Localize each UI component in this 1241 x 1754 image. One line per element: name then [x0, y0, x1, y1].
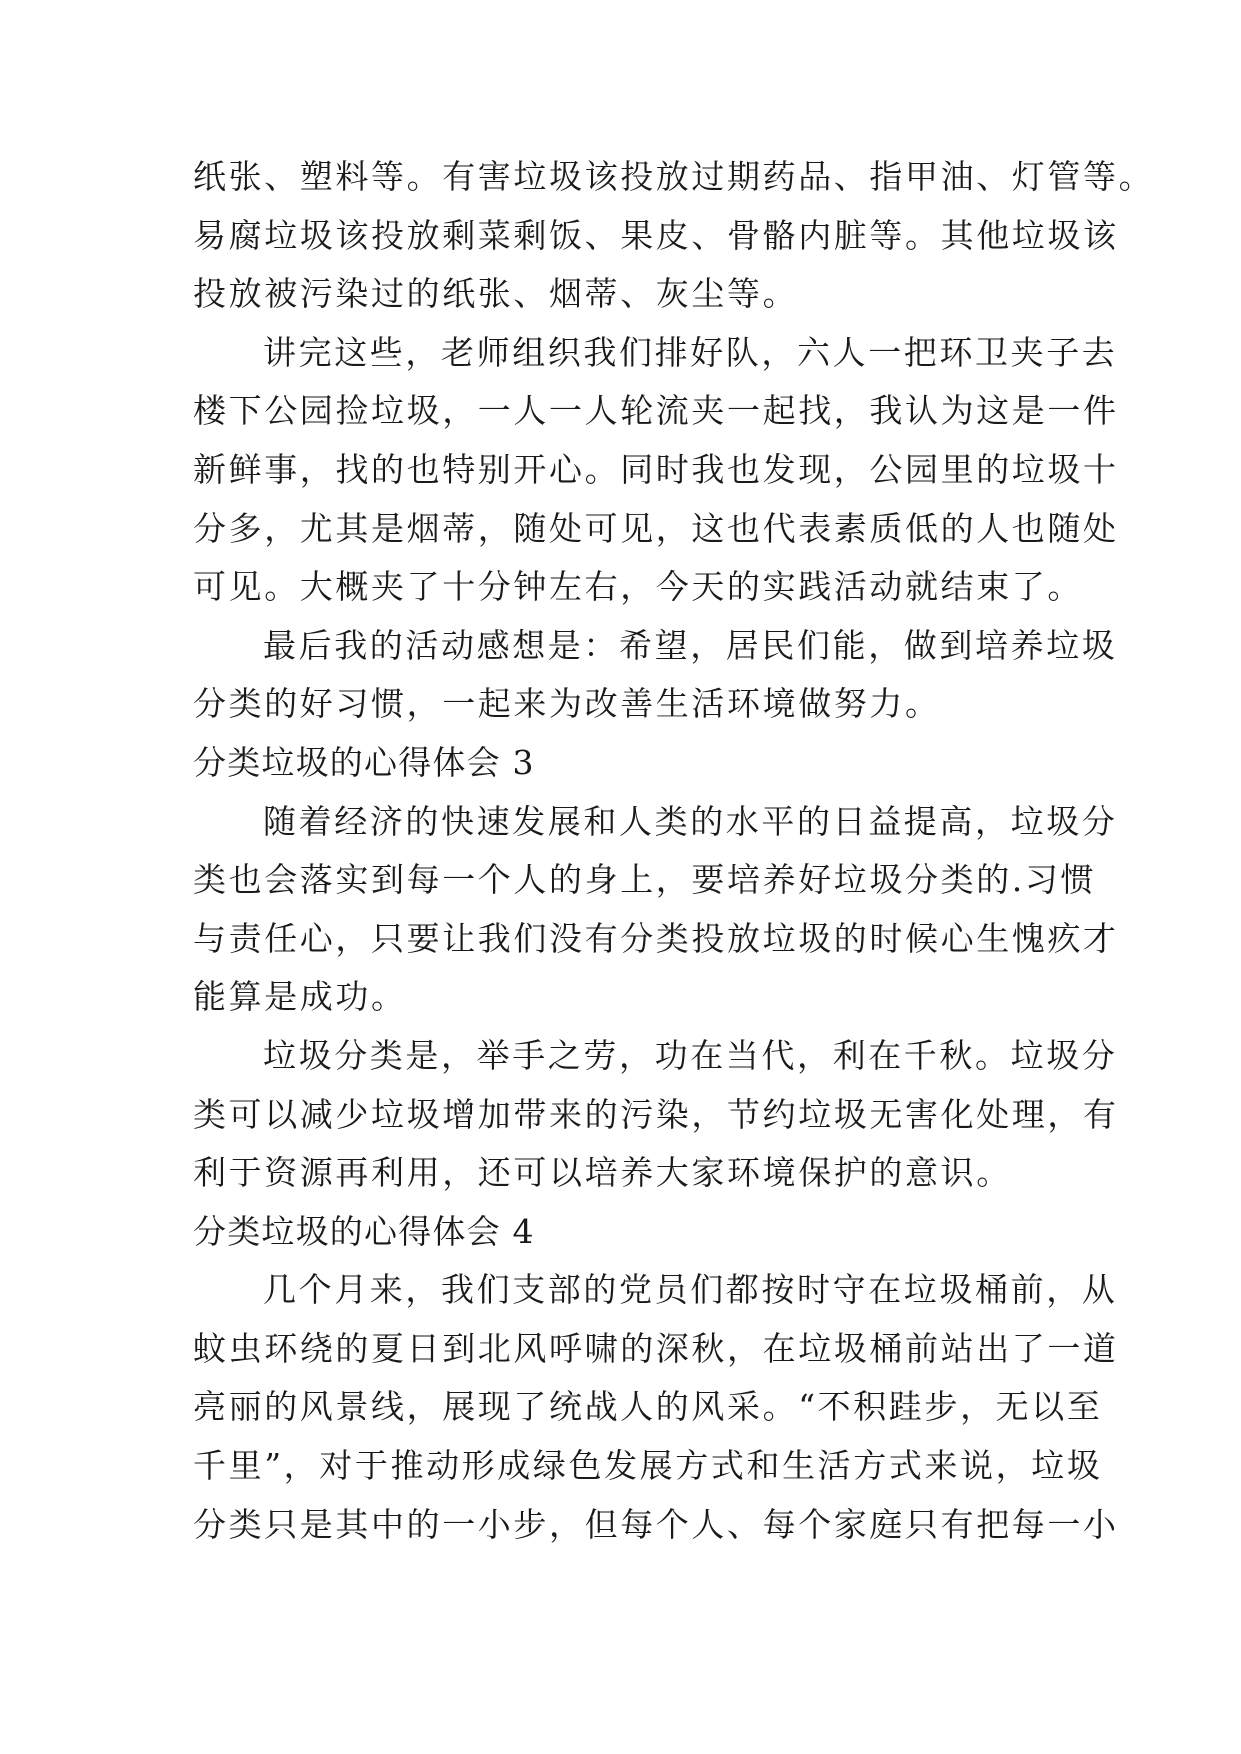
paragraph: [193, 1027, 1119, 1203]
text-line: 投放被污染过的纸张、烟蒂、灰尘等。: [193, 274, 799, 314]
text-line: 类也会落实到每一个人的身上，要培养好垃圾分类的.习惯: [193, 860, 1097, 900]
text-line: 易腐垃圾该投放剩菜剩饭、果皮、骨骼内脏等。其他垃圾该: [193, 215, 1119, 255]
text-line: 随着经济的快速发展和人类的水平的日益提高，垃圾分: [263, 801, 1118, 841]
text-line: 亮丽的风景线，展现了统战人的风采。“不积跬步，无以至: [193, 1387, 1103, 1427]
section-heading: 分类垃圾的心得体会 3: [193, 742, 535, 782]
text-line: 纸张、塑料等。有害垃圾该投放过期药品、指甲油、灯管等。: [193, 157, 1155, 196]
text-line: 能算是成功。: [193, 977, 407, 1017]
text-line: 几个月来，我们支部的党员们都按时守在垃圾桶前，从: [263, 1270, 1118, 1310]
text-line: 分类只是其中的一小步，但每个人、每个家庭只有把每一小: [193, 1504, 1119, 1544]
text-line: 楼下公园捡垃圾，一人一人轮流夹一起找，我认为这是一件: [193, 391, 1119, 431]
paragraph: [193, 617, 1118, 734]
text-line: 分类的好习惯，一起来为改善生活环境做努力。: [193, 684, 941, 724]
paragraph: [193, 148, 1155, 324]
paragraph: [193, 1261, 1119, 1554]
paragraph: [193, 324, 1119, 617]
text-line: 千里”，对于推动形成绿色发展方式和生活方式来说，垃圾: [193, 1446, 1103, 1486]
text-line: 可见。大概夹了十分钟左右，今天的实践活动就结束了。: [193, 567, 1083, 607]
section-heading: 分类垃圾的心得体会 4: [193, 1211, 535, 1251]
paragraph: [193, 793, 1119, 1027]
text-line: 蚊虫环绕的夏日到北风呼啸的深秋，在垃圾桶前站出了一道: [193, 1328, 1119, 1368]
text-line: 新鲜事，找的也特别开心。同时我也发现，公园里的垃圾十: [193, 449, 1119, 489]
text-line: 最后我的活动感想是：希望，居民们能，做到培养垃圾: [263, 625, 1118, 665]
text-line: 利于资源再利用，还可以培养大家环境保护的意识。: [193, 1153, 1012, 1193]
text-line: 类可以减少垃圾增加带来的污染，节约垃圾无害化处理，有: [193, 1094, 1119, 1134]
text-line: 分多，尤其是烟蒂，随处可见，这也代表素质低的人也随处: [193, 508, 1119, 548]
text-line: 垃圾分类是，举手之劳，功在当代，利在千秋。垃圾分: [263, 1035, 1118, 1075]
text-line: 与责任心，只要让我们没有分类投放垃圾的时候心生愧疚才: [193, 918, 1119, 958]
text-line: 讲完这些，老师组织我们排好队，六人一把环卫夹子去: [263, 332, 1118, 372]
